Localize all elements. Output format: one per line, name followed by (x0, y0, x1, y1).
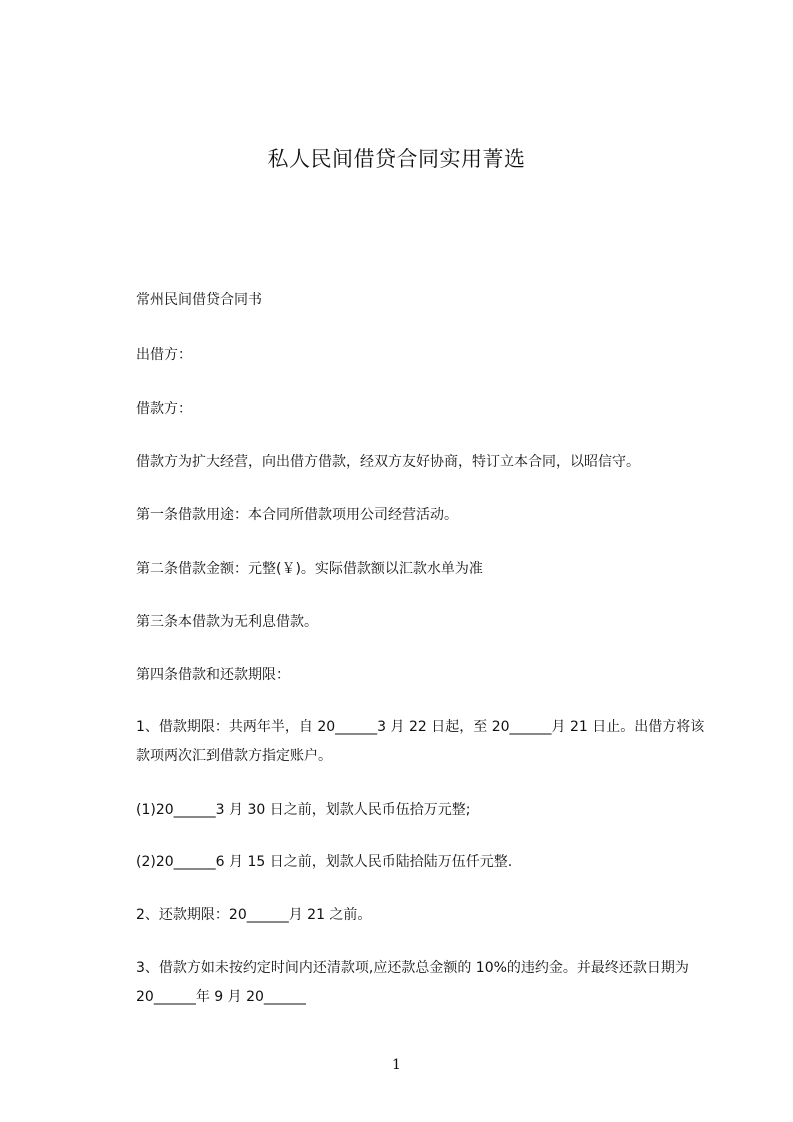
paragraph-article-1: 第一条借款用途：本合同所借款项用公司经营活动。 (136, 507, 458, 523)
paragraph-borrower: 借款方： (136, 401, 192, 417)
paragraph-article-2: 第二条借款金额：元整(￥)。实际借款额以汇款水单为准 (136, 561, 483, 577)
paragraph-contract-name: 常州民间借贷合同书 (136, 292, 262, 308)
paragraph-installment-2: (2)20______6 月 15 日之前，划款人民币陆拾陆万伍仟元整. (136, 854, 513, 870)
paragraph-loan-period: 1、借款期限：共两年半，自 20______3 月 22 日起，至 20______月 21 日止。出借方将该款项两次汇到借款方指定账户。 (136, 719, 705, 764)
paragraph-penalty: 3、借款方如未按约定时间内还清款项,应还款总金额的 10%的违约金。并最终还款日期为 20______年 9 月 20______ (136, 960, 689, 1005)
paragraph-lender: 出借方： (136, 347, 192, 363)
paragraph-installment-1: (1)20______3 月 30 日之前，划款人民币伍拾万元整; (136, 802, 471, 818)
paragraph-article-4: 第四条借款和还款期限： (136, 667, 290, 683)
paragraph-article-3: 第三条本借款为无利息借款。 (136, 614, 318, 630)
document-title: 私人民间借贷合同实用菁选 (267, 147, 526, 171)
page-number: 1 (392, 1057, 401, 1073)
paragraph-preamble: 借款方为扩大经营，向出借方借款，经双方友好协商，特订立本合同，以昭信守。 (136, 454, 640, 470)
paragraph-repayment-period: 2、还款期限：20______月 21 之前。 (136, 907, 372, 923)
